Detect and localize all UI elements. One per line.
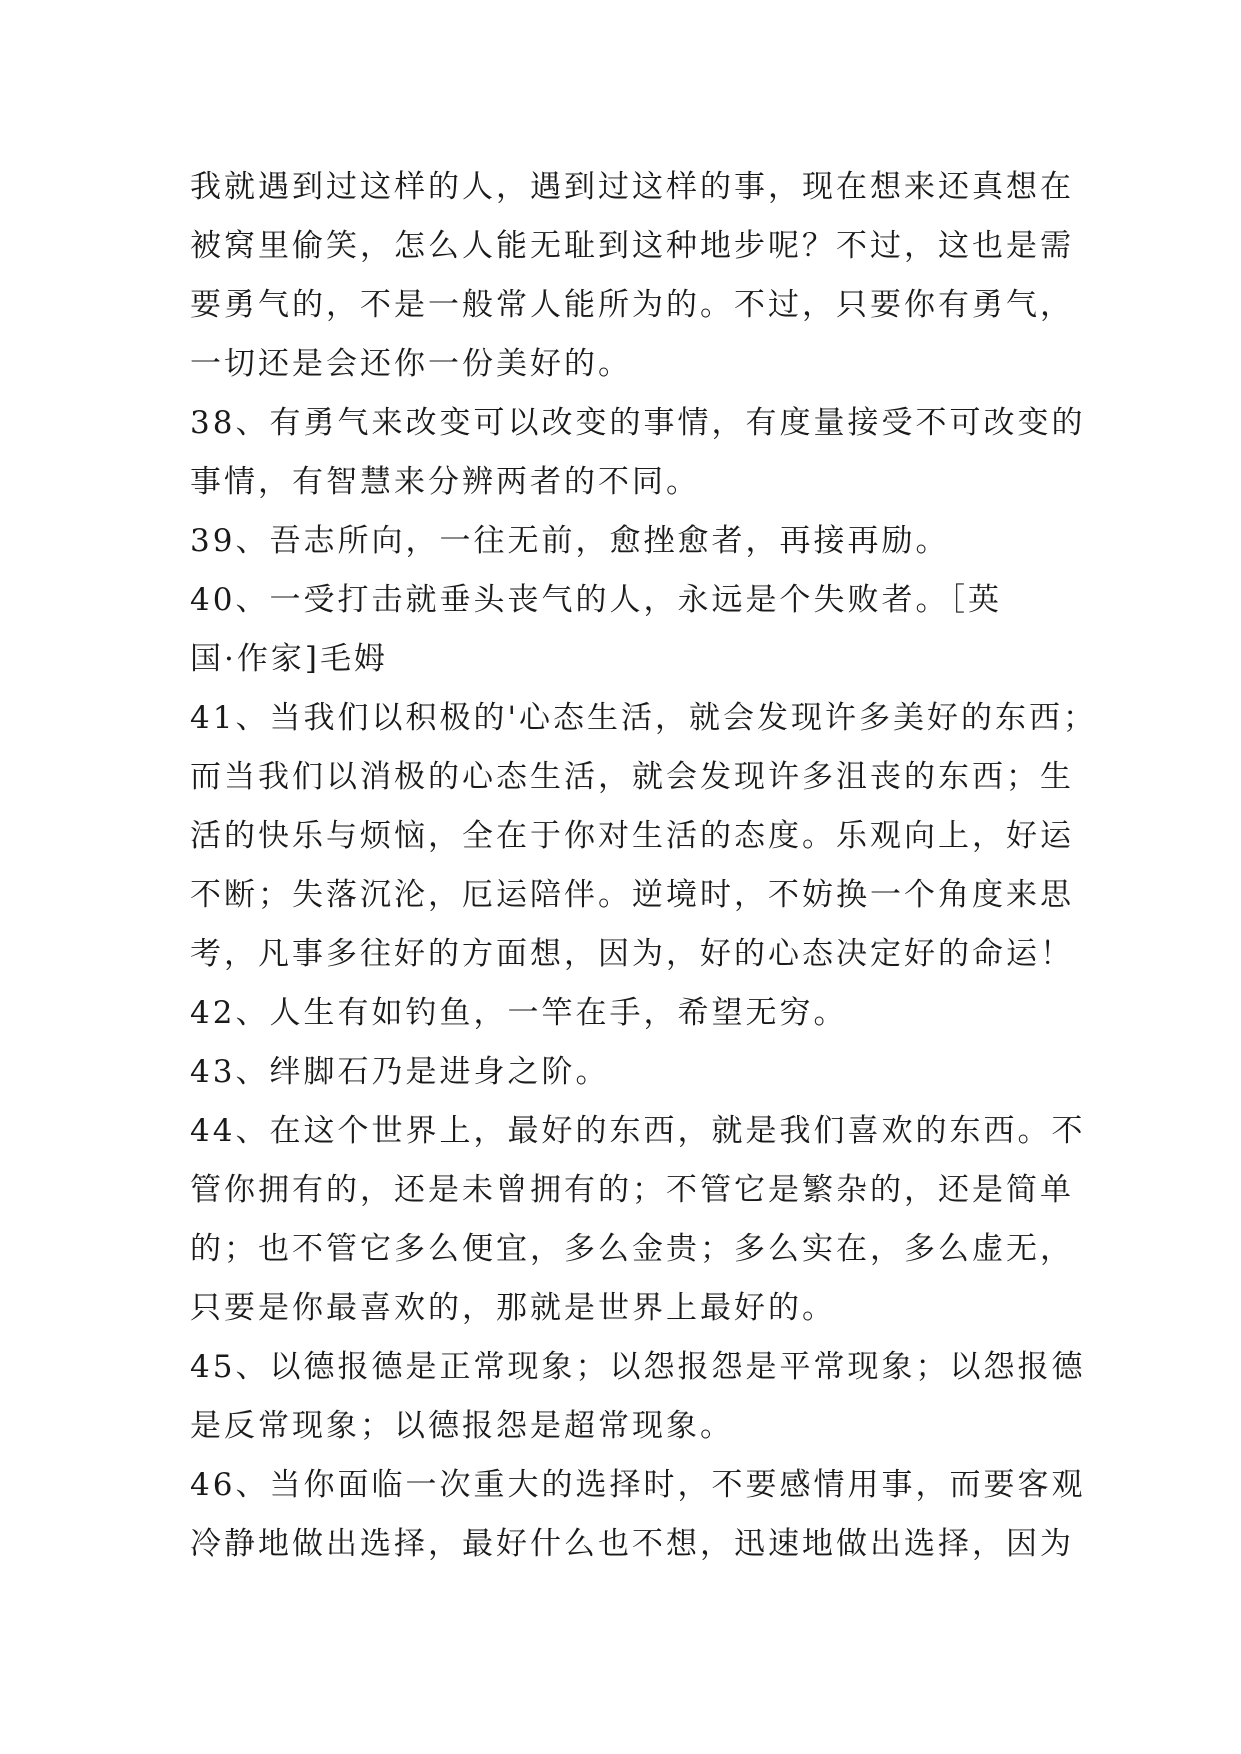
- text-line: 要勇气的，不是一般常人能所为的。不过，只要你有勇气，: [190, 287, 1074, 323]
- text-line: 是反常现象；以德报怨是超常现象。: [190, 1408, 734, 1444]
- text-line: 我就遇到过这样的人，遇到过这样的事，现在想来还真想在: [190, 169, 1074, 205]
- text-line: 42、人生有如钓鱼，一竿在手，希望无穷。: [190, 995, 848, 1031]
- document-body: [190, 158, 1097, 1574]
- text-line: 40、一受打击就垂头丧气的人，永远是个失败者。［英: [190, 582, 1002, 618]
- text-line: 一切还是会还你一份美好的。: [190, 346, 632, 382]
- text-line: 43、绊脚石乃是进身之阶。: [190, 1054, 610, 1090]
- text-line: 而当我们以消极的心态生活，就会发现许多沮丧的东西；生: [190, 759, 1074, 795]
- text-line: 的；也不管它多么便宜，多么金贵；多么实在，多么虚无，: [190, 1231, 1074, 1267]
- text-line: 考，凡事多往好的方面想，因为，好的心态决定好的命运！: [190, 936, 1074, 972]
- text-line: 不断；失落沉沦，厄运陪伴。逆境时，不妨换一个角度来思: [190, 877, 1074, 913]
- text-line: 41、当我们以积极的'心态生活，就会发现许多美好的东西；: [190, 700, 1097, 736]
- text-line: 45、以德报德是正常现象；以怨报怨是平常现象；以怨报德: [190, 1349, 1086, 1385]
- text-line: 46、当你面临一次重大的选择时，不要感情用事，而要客观: [190, 1467, 1086, 1503]
- text-line: 活的快乐与烦恼，全在于你对生活的态度。乐观向上，好运: [190, 818, 1074, 854]
- text-line: 冷静地做出选择，最好什么也不想，迅速地做出选择，因为: [190, 1526, 1074, 1562]
- text-line: 被窝里偷笑，怎么人能无耻到这种地步呢？不过，这也是需: [190, 228, 1074, 264]
- text-line: 事情，有智慧来分辨两者的不同。: [190, 464, 700, 500]
- text-line: 38、有勇气来改变可以改变的事情，有度量接受不可改变的: [190, 405, 1086, 441]
- text-line: 44、在这个世界上，最好的东西，就是我们喜欢的东西。不: [190, 1113, 1086, 1149]
- text-line: 只要是你最喜欢的，那就是世界上最好的。: [190, 1290, 836, 1326]
- text-line: 39、吾志所向，一往无前，愈挫愈者，再接再励。: [190, 523, 950, 559]
- text-line: 管你拥有的，还是未曾拥有的；不管它是繁杂的，还是简单: [190, 1172, 1074, 1208]
- text-line: 国·作家]毛姆: [190, 641, 388, 677]
